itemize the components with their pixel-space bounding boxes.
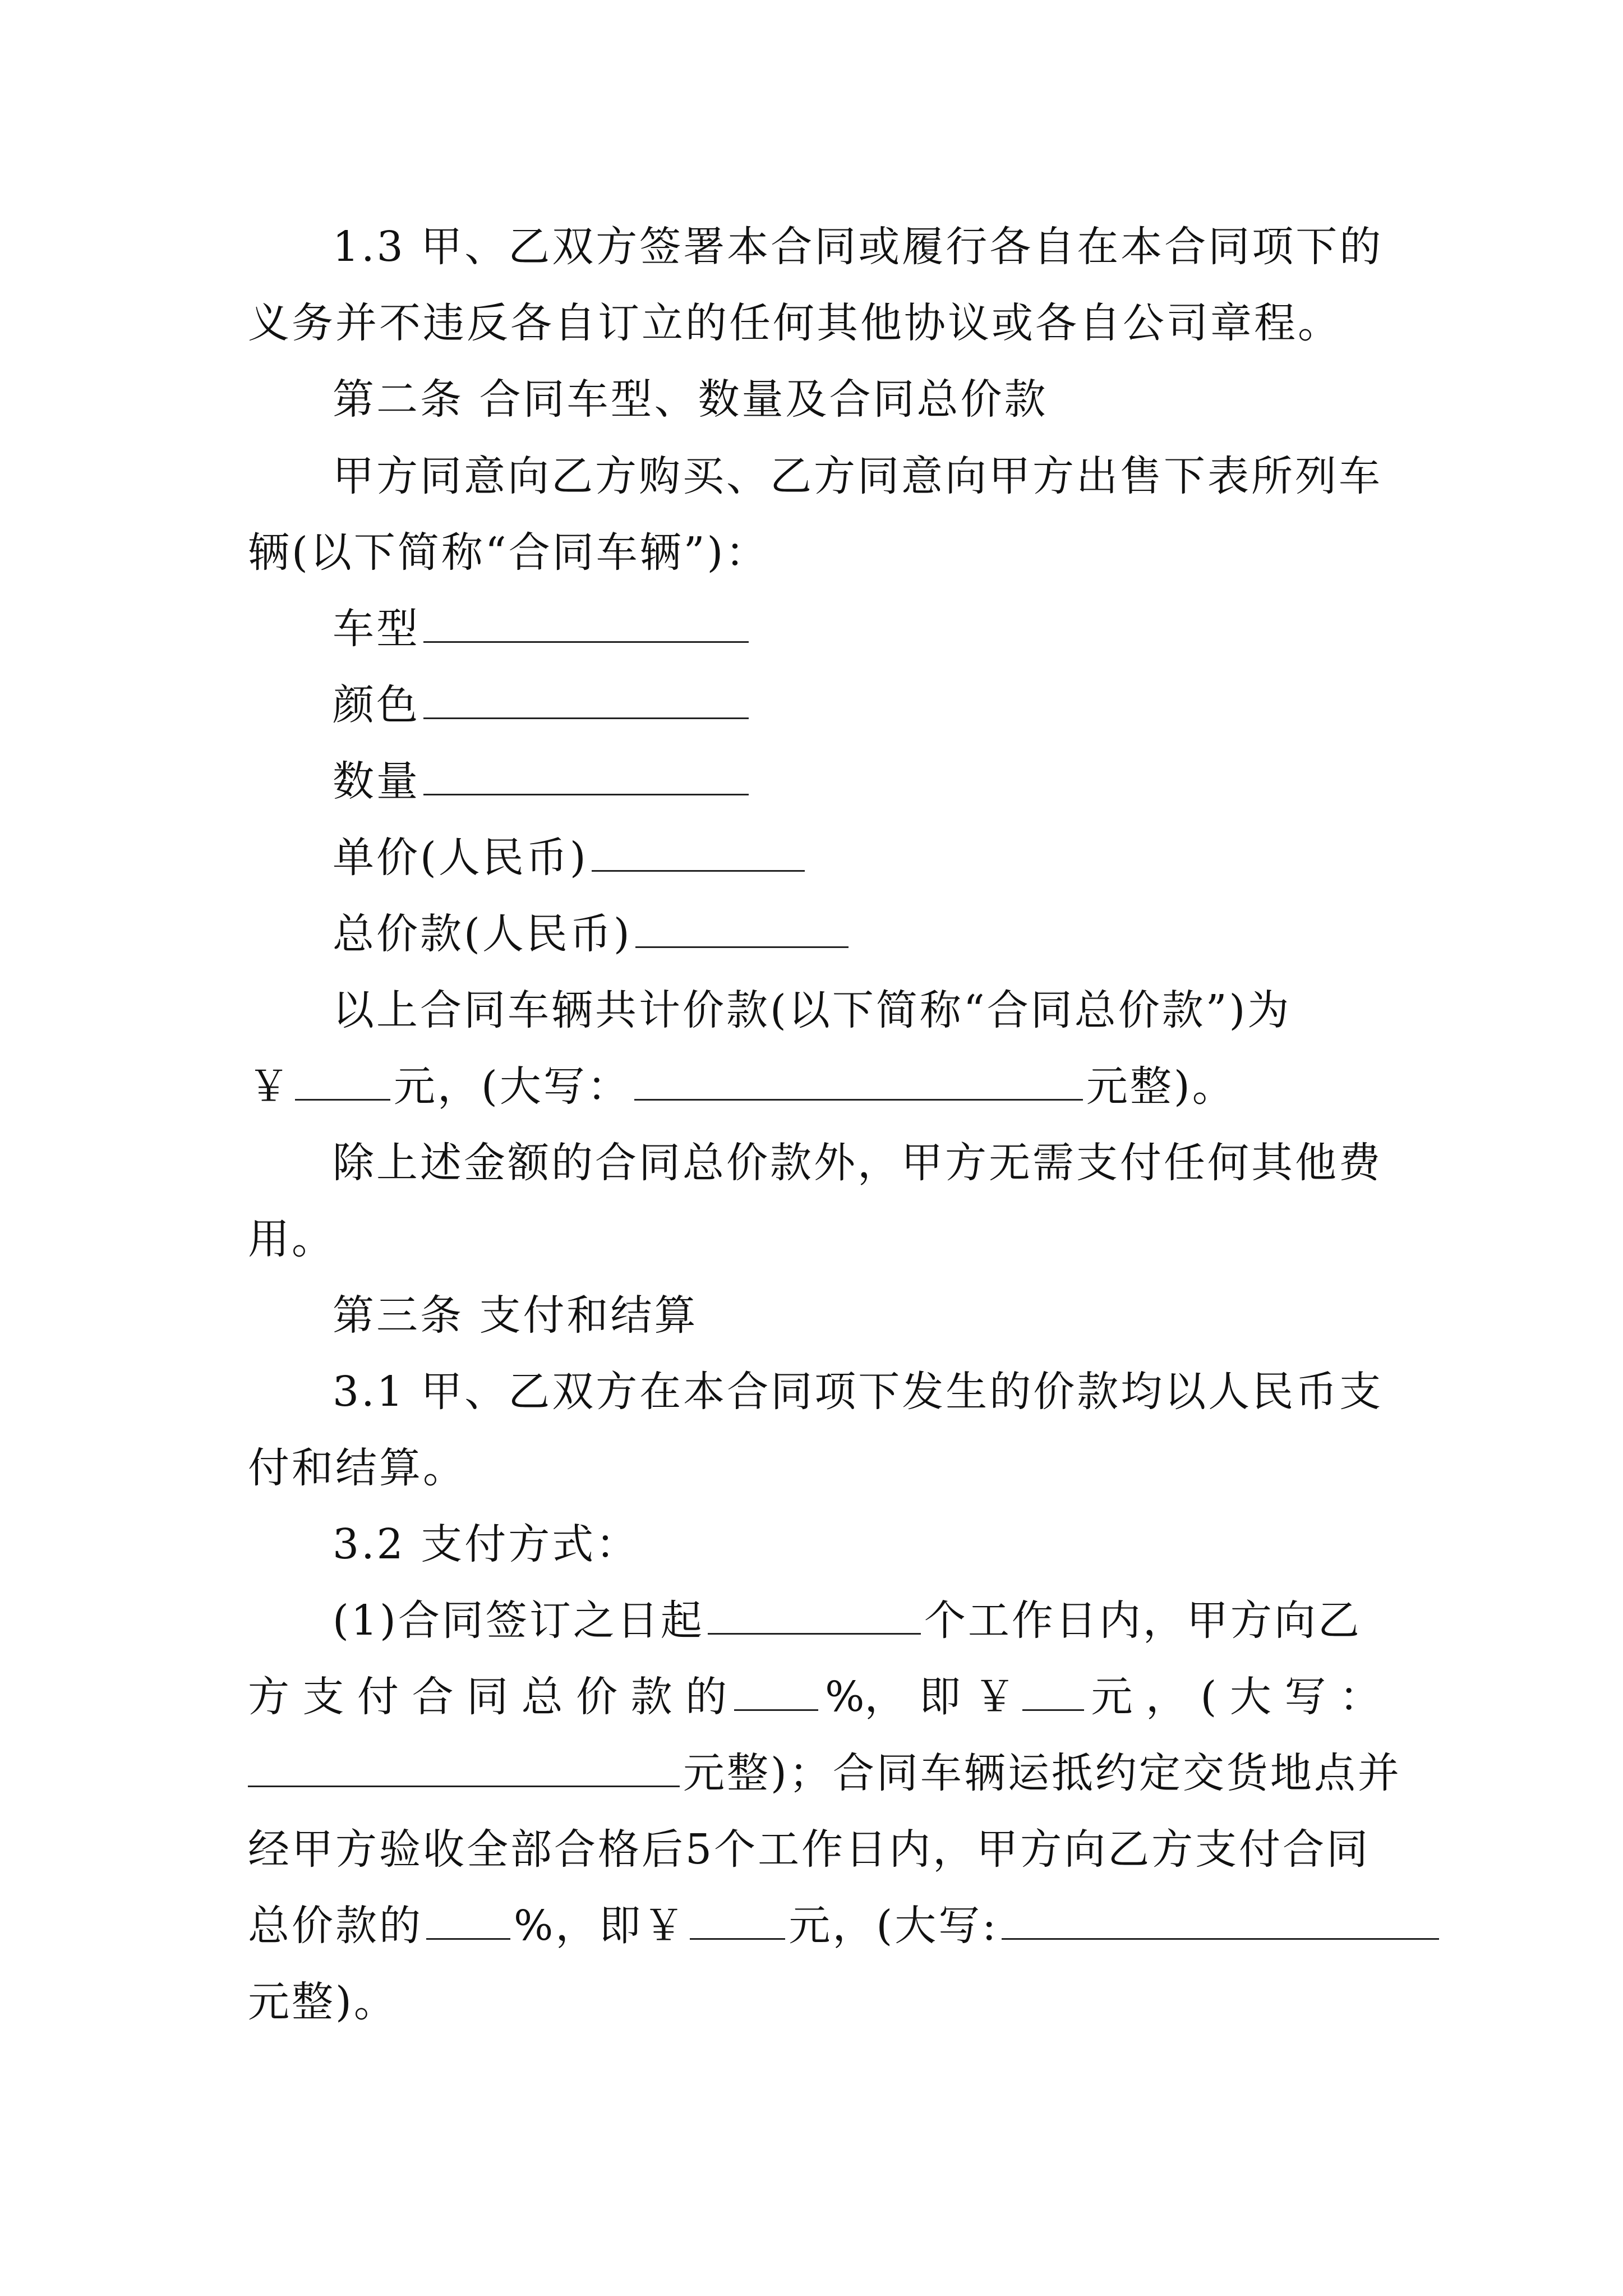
payment-item-1-line-3: 元整)；合同车辆运抵约定交货地点并 bbox=[248, 1734, 1623, 1812]
field-label: 车型 bbox=[333, 605, 420, 653]
field-label: 单价(人民币) bbox=[333, 834, 588, 882]
payment-item-1-line-5: 总价款的 %，即￥ 元，(大写: bbox=[248, 1887, 1623, 1965]
article-2-para-line-2: 辆(以下简称“合同车辆”)： bbox=[248, 528, 769, 577]
article-2-para-line-1: 甲方同意向乙方购买、乙方同意向甲方出售下表所列车 bbox=[333, 452, 1382, 500]
clause-1-3-line-2: 义务并不违反各自订立的任何其他协议或各自公司章程。 bbox=[248, 299, 1341, 347]
field-label: 总价款(人民币) bbox=[333, 910, 632, 958]
field-color bbox=[333, 666, 1623, 744]
total-price-line-1: 以上合同车辆共计价款(以下简称“合同总价款”)为 bbox=[333, 986, 1292, 1034]
clause-3-2-heading: 3.2 支付方式： bbox=[333, 1520, 640, 1568]
fill-blank[interactable] bbox=[592, 835, 805, 872]
field-total-price bbox=[333, 895, 1623, 973]
percent-blank[interactable] bbox=[734, 1674, 818, 1711]
payment-item-1-line-4: 经甲方验收全部合格后5个工作日内，甲方向乙方支付合同 bbox=[248, 1825, 1371, 1874]
fill-blank[interactable] bbox=[635, 912, 849, 948]
clause-3-1-line-2: 付和结算。 bbox=[248, 1444, 467, 1492]
no-other-fees-line-2: 用。 bbox=[248, 1215, 335, 1263]
field-quantity bbox=[333, 742, 1623, 821]
amount-in-words-blank[interactable] bbox=[248, 1751, 680, 1787]
amount-in-words-blank[interactable] bbox=[1002, 1903, 1439, 1940]
article-3-heading: 第三条 支付和结算 bbox=[333, 1291, 698, 1340]
total-price-line-2: ￥ 元，(大写： 元整)。 bbox=[248, 1062, 1236, 1111]
payment-item-1-line-2: 方 支 付 合 同 总 价 款 的 %， 即 ￥ 元 ， ( 大 写 ： bbox=[248, 1673, 1381, 1721]
field-vehicle-model bbox=[333, 590, 1623, 668]
amount-blank[interactable] bbox=[1022, 1674, 1084, 1711]
payment-item-1-line-1: (1)合同签订之日起 个工作日内，甲方向乙 bbox=[333, 1596, 1362, 1645]
fill-blank[interactable] bbox=[423, 683, 749, 719]
fill-blank[interactable] bbox=[423, 759, 749, 795]
clause-1-3-line-1: 1.3 甲、乙双方签署本合同或履行各自在本合同项下的 bbox=[333, 223, 1384, 271]
fill-blank[interactable] bbox=[423, 606, 749, 643]
field-label: 数量 bbox=[333, 757, 420, 806]
amount-in-words-blank[interactable] bbox=[634, 1064, 1083, 1101]
payment-item-1-line-6: 元整)。 bbox=[248, 1978, 398, 2026]
article-2-heading: 第二条 合同车型、数量及合同总价款 bbox=[333, 375, 1048, 424]
amount-blank[interactable] bbox=[295, 1064, 390, 1101]
percent-blank[interactable] bbox=[426, 1903, 510, 1940]
working-days-blank[interactable] bbox=[708, 1598, 921, 1635]
no-other-fees-line-1: 除上述金额的合同总价款外，甲方无需支付任何其他费 bbox=[333, 1139, 1382, 1187]
field-unit-price bbox=[333, 818, 1623, 897]
field-label: 颜色 bbox=[333, 681, 420, 729]
amount-blank[interactable] bbox=[690, 1903, 785, 1940]
clause-3-1-line-1: 3.1 甲、乙双方在本合同项下发生的价款均以人民币支 bbox=[333, 1368, 1384, 1416]
